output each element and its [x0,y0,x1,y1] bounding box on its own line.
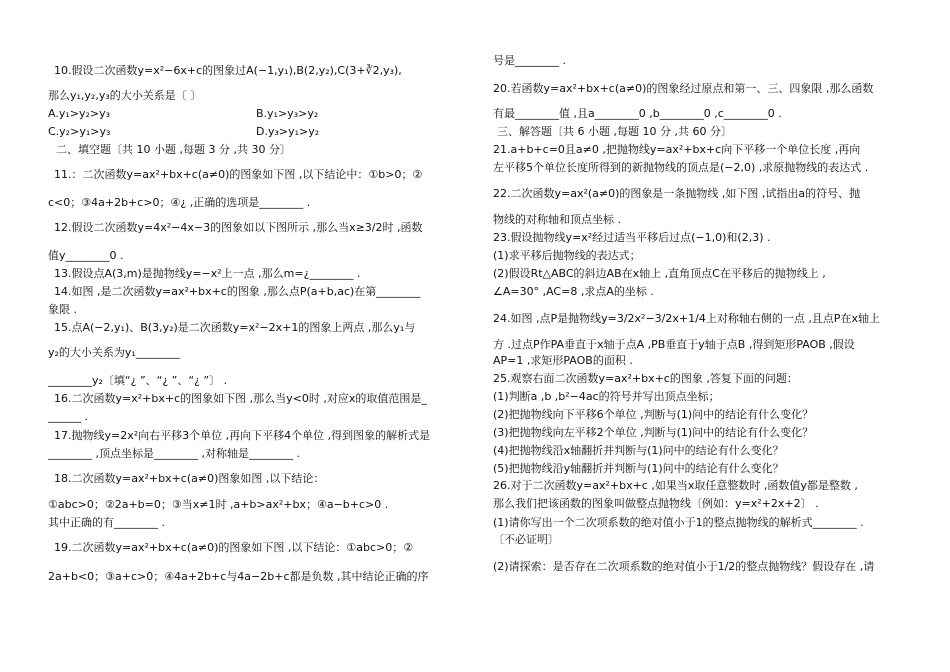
q25-part-2: (2)把抛物线向下平移6个单位 ,判断与(1)问中的结论有什么变化？ [493,408,814,421]
q20-line-1: 20.若函数y=ax²+bx+c(a≠0)的图象经过原点和第一、三、四象限 ,那么函数 [493,82,874,95]
q26-part-1-line-1: (1)请你写出一个二次项系数的绝对值小于1的整点抛物线的解析式________ . [493,516,864,529]
q26-line-1: 26.对于二次函数y=ax²+bx+c ,如果当x取任意整数时 ,函数值y都是整数 , [493,479,858,492]
q18-line-3: 其中正确的有________ . [48,516,165,529]
q10-option-b: B.y₁>y₃>y₂ [256,107,319,120]
q10-line-1: 10.假设二次函数y=x²−6x+c的图象过A(−1,y₁),B(2,y₂),C(3+∛2,y₃), [54,64,402,77]
q11-line-1: 11.：二次函数y=ax²+bx+c(a≠0)的图象如下图 ,以下结论中：①b>0；② [54,168,423,181]
q10-option-c: C.y₂>y₁>y₃ [48,125,111,138]
q25-part-3: (3)把抛物线向左平移2个单位 ,判断与(1)问中的结论有什么变化？ [493,426,814,439]
section-3-heading: 三、解答题〔共 6 小题 ,每题 10 分 ,共 60 分〕 [497,125,732,138]
q25-part-4: (4)把抛物线沿x轴翻折并判断与(1)问中的结论有什么变化？ [493,444,784,457]
q24-line-3: AP=1 ,求矩形PAOB的面积 . [493,354,633,367]
q21-line-1: 21.a+b+c=0且a≠0 ,把抛物线y=ax²+bx+c向下平移一个单位长度 ,再向 [493,143,861,156]
q23-part-2-line-1: (2)假设Rt△ABC的斜边AB在x轴上 ,直角顶点C在平移后的抛物线上 , [493,267,826,280]
q10-line-2: 那么y₁,y₂,y₃的大小关系是〔 〕 [48,89,202,102]
q16-line-2: ______ . [48,410,88,423]
q16-line-1: 16.二次函数y=x²+bx+c的图象如下图 ,那么当y<0时 ,对应x的取值范围是_ [54,392,427,405]
q24-line-1: 24.如图 ,点P是抛物线y=3/2x²−3/2x+1/4上对称轴右侧的一点 ,且点P在x轴上 [493,312,880,325]
q26-line-2: 那么我们把该函数的图象叫做整点抛物线〔例如：y=x²+2x+2〕 . [493,497,819,510]
q25-part-5: (5)把抛物线沿y轴翻折并判断与(1)问中的结论有什么变化？ [493,462,784,475]
q22-line-1: 22.二次函数y=ax²(a≠0)的图象是一条抛物线 ,如下图 ,试指出a的符号、抛 [493,187,861,200]
q14-line-1: 14.如图 ,是二次函数y=ax²+bx+c的图象 ,那么点P(a+b,ac)在第________ [54,285,421,298]
q20-line-2: 有最________值 ,且a________0 ,b________0 ,c________0 . [493,107,782,120]
q21-line-2: 左平移5个单位长度所得到的新抛物线的顶点是(−2,0) ,求原抛物线的表达式 . [493,161,869,174]
q11-line-2: c<0；③4a+2b+c>0；④¿ ,正确的选项是________ . [48,196,311,209]
q12-line-1: 12.假设二次函数y=4x²−4x−3的图象如以下图所示 ,那么当x≥3/2时 ,函数 [54,221,423,234]
q25-part-1: (1)判断a ,b ,b²−4ac的符号并写出顶点坐标； [493,390,720,403]
q15-line-3: ________y₂〔填“¿ ”、“¿ ”、“¿ ”〕 . [48,374,228,387]
q22-line-2: 物线的对称轴和顶点坐标 . [493,213,621,226]
q24-line-2: 方 .过点P作PA垂直于x轴于点A ,PB垂直于y轴于点B ,得到矩形PAOB ,假设 [493,338,855,351]
q15-line-2: y₂的大小关系为y₁________ [48,346,180,359]
q14-line-2: 象限 . [48,303,77,316]
q18-line-1: 18.二次函数y=ax²+bx+c(a≠0)图象如图 ,以下结论： [54,472,325,485]
q26-part-2-line-1: (2)请探索：是否存在二次项系数的绝对值小于1/2的整点抛物线？假设存在 ,请 [493,560,875,573]
q23-part-2-line-2: ∠A=30° ,AC=8 ,求点A的坐标 . [493,285,654,298]
q26-part-1-line-2: 〔不必证明〕 [493,533,559,546]
q23-part-1: (1)求平移后抛物线的表达式； [493,249,641,262]
q17-line-1: 17.抛物线y=2x²向右平移3个单位 ,再向下平移4个单位 ,得到图象的解析式是 [54,429,431,442]
q19-line-2: 2a+b<0；③a+c>0；④4a+2b+c与4a−2b+c都是负数 ,其中结论正确的序 [48,570,429,583]
q17-line-2: ________ ,顶点坐标是________ ,对称轴是________ . [48,447,300,460]
q19-line-1: 19.二次函数y=ax²+bx+c(a≠0)的图象如下图 ,以下结论：①abc>0；② [54,541,414,554]
q19-line-3: 号是________ . [493,54,566,67]
q25-line-1: 25.观察右面二次函数y=ax²+bx+c的图象 ,答复下面的问题： [493,372,798,385]
q10-option-d: D.y₃>y₁>y₂ [256,125,320,138]
q10-option-a: A.y₁>y₂>y₃ [48,107,111,120]
q12-line-2: 值y________0 . [48,249,124,262]
q13: 13.假设点A(3,m)是抛物线y=−x²上一点 ,那么m=¿________ . [54,267,361,280]
q23-line-1: 23.假设抛物线y=x²经过适当平移后过点(−1,0)和(2,3) . [493,231,771,244]
q18-line-2: ①abc>0；②2a+b=0；③当x≠1时 ,a+b>ax²+bx；④a−b+c>0 . [48,498,389,511]
section-2-heading: 二、填空题〔共 10 小题 ,每题 3 分 ,共 30 分〕 [56,143,291,156]
q15-line-1: 15.点A(−2,y₁)、B(3,y₂)是二次函数y=x²−2x+1的图象上两点 ,那么y₁与 [54,321,416,334]
